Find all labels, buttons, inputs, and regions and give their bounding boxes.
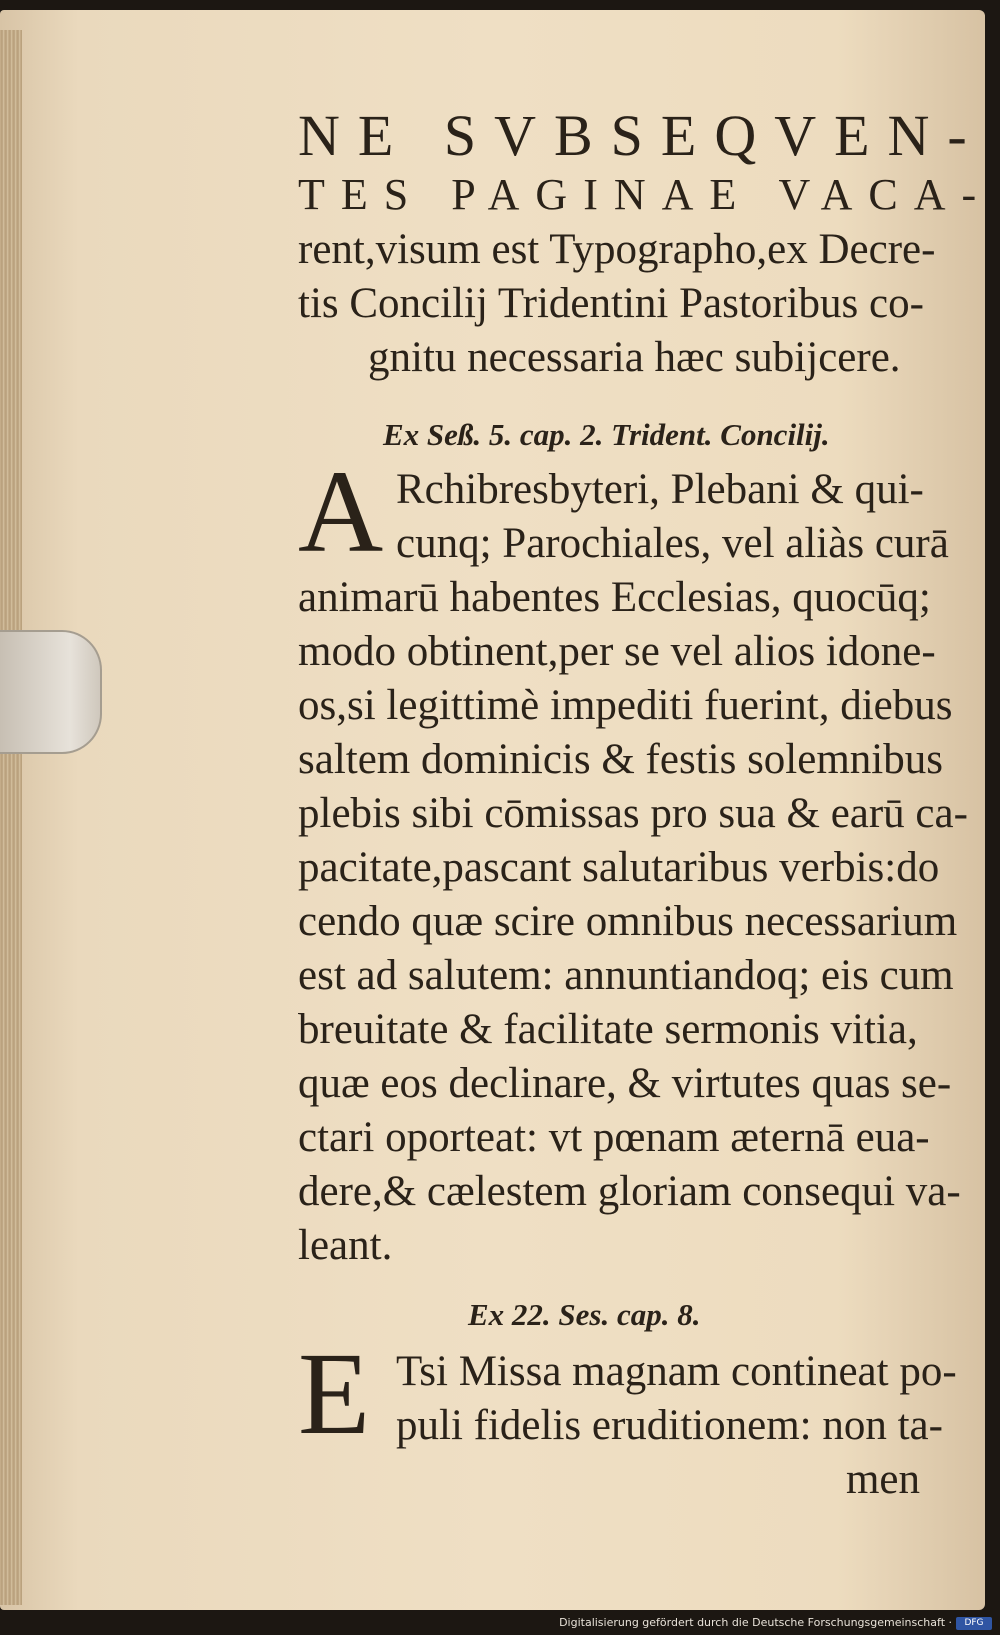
text-line: dere,& cælestem gloriam consequi va- [298, 1168, 961, 1215]
text-line: saltem dominicis & festis solemnibus [298, 736, 943, 783]
text-line: modo obtinent,per se vel alios idone- [298, 628, 936, 675]
bookmark-tab [0, 630, 102, 754]
drop-cap: E [298, 1328, 371, 1459]
text-line: animarū habentes Ecclesias, quocūq; [298, 574, 931, 621]
text-line: breuitate & facilitate sermonis vitia, [298, 1006, 918, 1053]
text-line: Tsi Missa magnam contineat po- [396, 1348, 957, 1395]
dfg-logo: DFG [956, 1617, 992, 1630]
text-line: cendo quæ scire omnibus necessarium [298, 898, 958, 945]
page-text [298, 103, 993, 1507]
section-title: Ex Seß. 5. cap. 2. Trident. Concilij. [383, 417, 830, 452]
catchword: men [845, 1456, 920, 1503]
paragraph-1 [298, 446, 978, 1273]
text-line: Rchibresbyteri, Plebani & qui- [396, 466, 924, 513]
text-line: est ad salutem: annuntiandoq; eis cum [298, 952, 954, 999]
text-line: quæ eos declinare, & virtutes quas se- [298, 1060, 952, 1107]
digitization-credit: Digitalisierung gefördert durch die Deutsche Forschungsgemeinschaft · [559, 1616, 952, 1629]
heading-line-2: TES PAGINAE VACA- [298, 170, 993, 219]
page-edge [0, 30, 22, 1605]
drop-cap: A [298, 446, 384, 577]
text-line: os,si legittimè impediti fuerint, diebus [298, 682, 953, 729]
intro-line: tis Concilij Tridentini Pastoribus co- [298, 280, 924, 327]
text-line: cunq; Parochiales, vel aliàs curā [396, 520, 949, 567]
text-line: puli fidelis eruditionem: non ta- [396, 1402, 943, 1449]
text-line: ctari oporteat: vt pœnam æternā eua- [298, 1114, 930, 1161]
heading-line-1: NE SVBSEQVEN- [298, 103, 985, 168]
text-line: plebis sibi cōmissas pro sua & earū ca- [298, 790, 968, 837]
text-line: pacitate,pascant salutaribus verbis:do [298, 844, 940, 891]
section-title: Ex 22. Ses. cap. 8. [468, 1297, 701, 1332]
intro-line: rent,visum est Typographo,ex Decre- [298, 226, 936, 273]
intro-line: gnitu necessaria hæc subijcere. [368, 334, 901, 381]
paragraph-2 [298, 1328, 978, 1507]
text-line: leant. [298, 1222, 393, 1269]
